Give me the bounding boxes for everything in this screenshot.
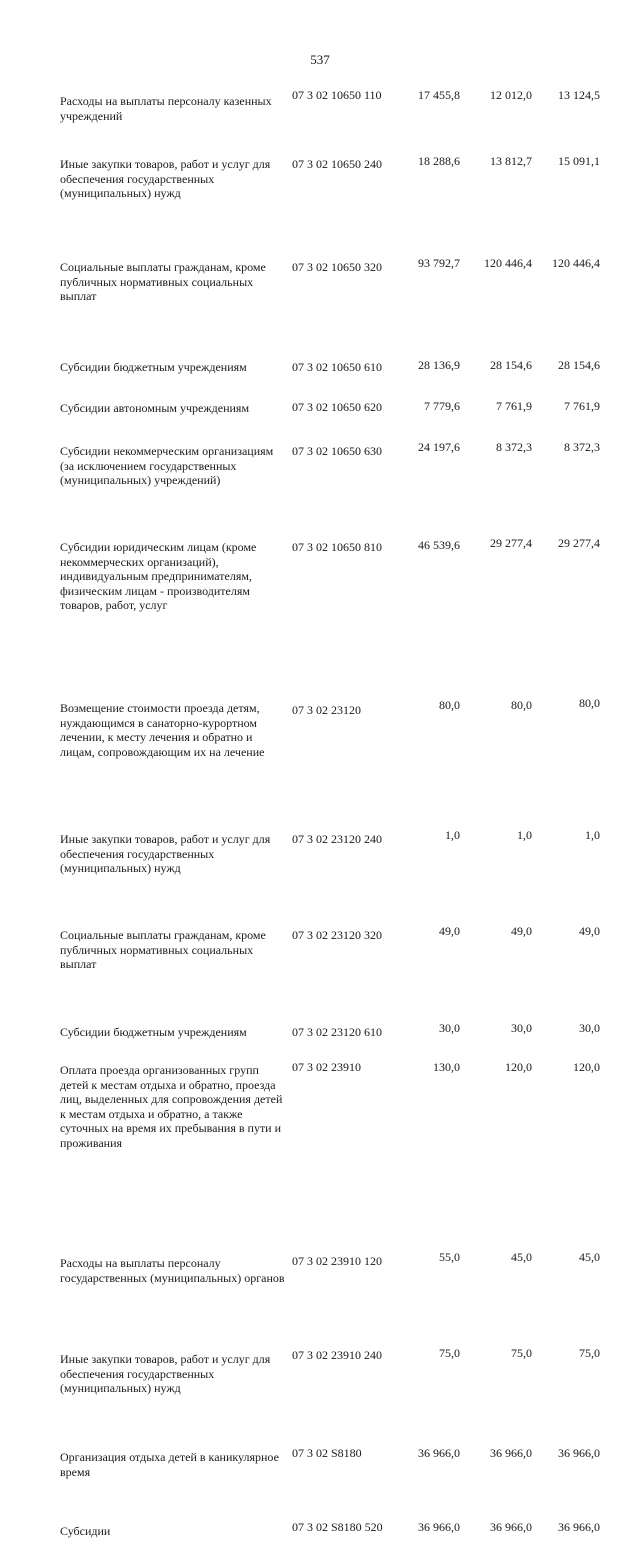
row-value-2: 29 277,4 bbox=[490, 536, 532, 550]
row-value-2: 1,0 bbox=[517, 828, 532, 842]
row-value-2: 120 446,4 bbox=[484, 256, 532, 270]
row-value-3: 1,0 bbox=[585, 828, 600, 842]
row-name: Расходы на выплаты персоналу казенных учреждений bbox=[60, 94, 272, 123]
row-name: Иные закупки товаров, работ и услуг для обеспечения государственных (муниципальных) нужд bbox=[60, 832, 271, 875]
row-name: Субсидии бюджетным учреждениям bbox=[60, 360, 247, 374]
row-value-1: 36 966,0 bbox=[418, 1446, 460, 1460]
row-value-1: 1,0 bbox=[445, 828, 460, 842]
row-value-1: 130,0 bbox=[433, 1060, 460, 1074]
row-value-1: 49,0 bbox=[439, 924, 460, 938]
table-row bbox=[0, 1060, 640, 1160]
row-value-1: 24 197,6 bbox=[418, 440, 460, 454]
table-row bbox=[0, 400, 640, 422]
row-value-3: 7 761,9 bbox=[564, 399, 600, 413]
row-code: 07 3 02 10650 320 bbox=[292, 260, 382, 274]
table-row bbox=[0, 440, 640, 492]
row-code: 07 3 02 10650 620 bbox=[292, 400, 382, 414]
row-code: 07 3 02 23120 240 bbox=[292, 832, 382, 846]
table-row bbox=[0, 1250, 640, 1304]
row-code: 07 3 02 23120 bbox=[292, 703, 361, 717]
row-code: 07 3 02 23120 610 bbox=[292, 1025, 382, 1039]
row-value-1: 36 966,0 bbox=[418, 1520, 460, 1534]
row-value-1: 55,0 bbox=[439, 1250, 460, 1264]
row-name: Социальные выплаты гражданам, кроме публичных нормативных социальных выплат bbox=[60, 260, 266, 303]
row-value-2: 75,0 bbox=[511, 1346, 532, 1360]
row-value-2: 30,0 bbox=[511, 1021, 532, 1035]
row-value-1: 30,0 bbox=[439, 1021, 460, 1035]
row-code: 07 3 02 10650 610 bbox=[292, 360, 382, 374]
budget-table bbox=[0, 88, 640, 1538]
row-value-2: 12 012,0 bbox=[490, 88, 532, 102]
row-value-3: 120 446,4 bbox=[552, 256, 600, 270]
row-value-3: 45,0 bbox=[579, 1250, 600, 1264]
row-value-3: 15 091,1 bbox=[558, 154, 600, 168]
row-name: Социальные выплаты гражданам, кроме публичных нормативных социальных выплат bbox=[60, 928, 266, 971]
table-row bbox=[0, 828, 640, 880]
table-row bbox=[0, 88, 640, 123]
row-value-1: 18 288,6 bbox=[418, 154, 460, 168]
row-value-2: 28 154,6 bbox=[490, 358, 532, 372]
row-code: 07 3 02 23910 120 bbox=[292, 1254, 382, 1268]
row-code: 07 3 02 23910 bbox=[292, 1060, 361, 1074]
row-value-2: 13 812,7 bbox=[490, 154, 532, 168]
row-name: Оплата проезда организованных групп детей к местам отдыха и обратно, проезда лиц, выделенных для сопровождения детей к местам отдыха и обратно, а также суточных на время их пребывания в пути и проживания bbox=[60, 1063, 283, 1150]
row-name: Субсидии бюджетным учреждениям bbox=[60, 1025, 247, 1039]
row-code: 07 3 02 23120 320 bbox=[292, 928, 382, 942]
row-name: Иные закупки товаров, работ и услуг для обеспечения государственных (муниципальных) нужд bbox=[60, 157, 271, 200]
table-row bbox=[0, 924, 640, 976]
row-code: 07 3 02 10650 110 bbox=[292, 88, 382, 102]
row-value-3: 120,0 bbox=[573, 1060, 600, 1074]
table-row bbox=[0, 152, 640, 204]
row-name: Субсидии некоммерческим организациям (за исключением государственных (муниципальных) учреждений) bbox=[60, 444, 274, 487]
row-value-2: 45,0 bbox=[511, 1250, 532, 1264]
row-value-3: 80,0 bbox=[579, 696, 600, 710]
row-value-3: 13 124,5 bbox=[558, 88, 600, 102]
row-value-1: 93 792,7 bbox=[418, 256, 460, 270]
row-name: Субсидии автономным учреждениям bbox=[60, 401, 250, 415]
table-row bbox=[0, 1021, 640, 1044]
row-code: 07 3 02 10650 810 bbox=[292, 540, 382, 554]
page-number: 537 bbox=[310, 52, 330, 67]
row-value-3: 30,0 bbox=[579, 1021, 600, 1035]
table-row bbox=[0, 1346, 640, 1402]
row-name: Организация отдыха детей в каникулярное время bbox=[60, 1450, 279, 1479]
row-value-3: 8 372,3 bbox=[564, 440, 600, 454]
row-value-2: 8 372,3 bbox=[496, 440, 532, 454]
row-value-2: 7 761,9 bbox=[496, 399, 532, 413]
row-value-3: 29 277,4 bbox=[558, 536, 600, 550]
row-name: Иные закупки товаров, работ и услуг для обеспечения государственных (муниципальных) нужд bbox=[60, 1352, 271, 1395]
row-code: 07 3 02 S8180 520 bbox=[292, 1520, 383, 1534]
row-value-3: 49,0 bbox=[579, 924, 600, 938]
table-row bbox=[0, 256, 640, 308]
row-value-3: 36 966,0 bbox=[558, 1446, 600, 1460]
table-row bbox=[0, 360, 640, 380]
row-code: 07 3 02 23910 240 bbox=[292, 1348, 382, 1362]
row-value-1: 46 539,6 bbox=[418, 538, 460, 552]
row-value-2: 49,0 bbox=[511, 924, 532, 938]
row-value-2: 120,0 bbox=[505, 1060, 532, 1074]
row-value-2: 80,0 bbox=[511, 698, 532, 712]
row-value-2: 36 966,0 bbox=[490, 1446, 532, 1460]
table-row bbox=[0, 696, 640, 766]
table-row bbox=[0, 536, 640, 620]
row-value-1: 80,0 bbox=[439, 698, 460, 712]
row-code: 07 3 02 10650 630 bbox=[292, 444, 382, 458]
row-name: Расходы на выплаты персоналу государственных (муниципальных) органов bbox=[60, 1256, 285, 1285]
row-name: Субсидии bbox=[60, 1524, 111, 1538]
row-value-3: 75,0 bbox=[579, 1346, 600, 1360]
row-code: 07 3 02 S8180 bbox=[292, 1446, 362, 1460]
row-value-1: 75,0 bbox=[439, 1346, 460, 1360]
table-row bbox=[0, 1446, 640, 1488]
row-value-1: 28 136,9 bbox=[418, 358, 460, 372]
row-value-3: 36 966,0 bbox=[558, 1520, 600, 1534]
row-name: Возмещение стоимости проезда детям, нуждающимся в санаторно-курортном лечении, к месту лечения и обратно и лицам, сопровождающим их на лечение bbox=[60, 701, 265, 759]
row-name: Субсидии юридическим лицам (кроме некоммерческих организаций), индивидуальным предпринимателям, физическим лицам - производителям товаров, работ, услуг bbox=[60, 540, 257, 612]
table-row bbox=[0, 1520, 640, 1546]
row-value-1: 7 779,6 bbox=[424, 399, 460, 413]
row-code: 07 3 02 10650 240 bbox=[292, 157, 382, 171]
row-value-2: 36 966,0 bbox=[490, 1520, 532, 1534]
row-value-1: 17 455,8 bbox=[418, 88, 460, 102]
row-value-3: 28 154,6 bbox=[558, 358, 600, 372]
